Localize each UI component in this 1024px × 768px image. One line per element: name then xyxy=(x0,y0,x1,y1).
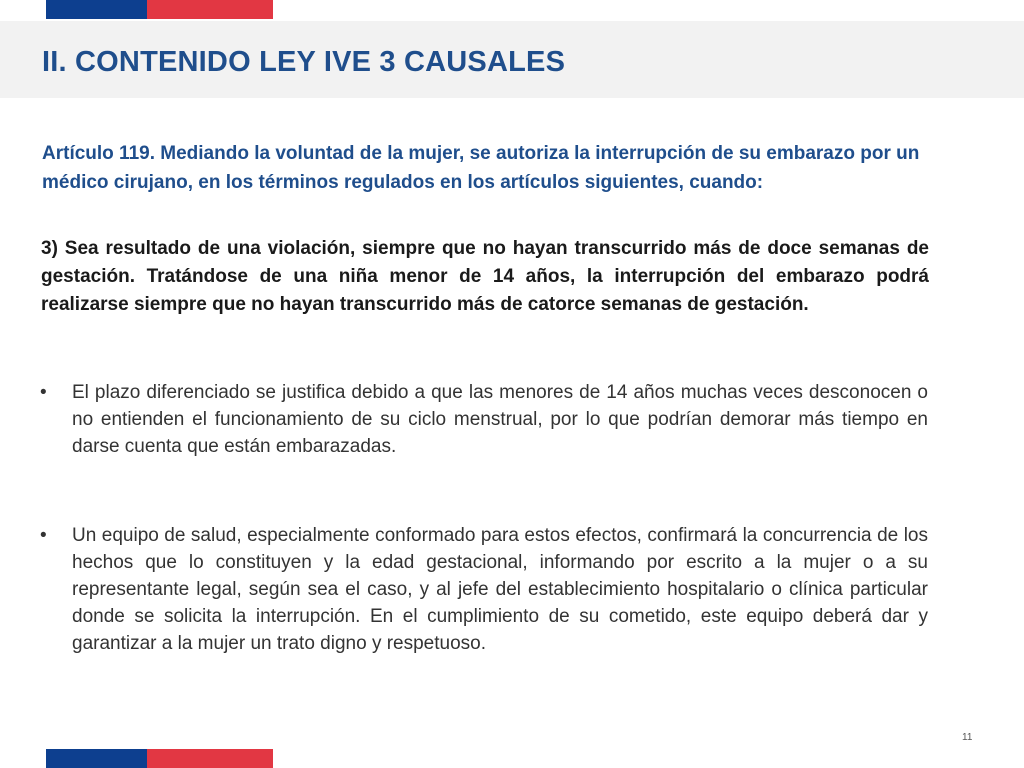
article-text: Artículo 119. Mediando la voluntad de la mujer, se autoriza la interrupción de su embarazo por un médico cirujano, en los términos regulados en los artículos siguientes, cuando: xyxy=(42,143,920,193)
flag-blue-segment xyxy=(46,749,147,768)
bottom-flag-bar xyxy=(46,749,273,768)
cause-text: 3) Sea resultado de una violación, siempre que no hayan transcurrido más de doce semanas de gestación. Tratándose de una niña menor de 14 años, la interrupción del embarazo podrá realizarse siempre que no hayan transcurrido más de catorce semanas de gestación. xyxy=(41,238,929,315)
bullet-text: Un equipo de salud, especialmente conformado para estos efectos, confirmará la concurrencia de los hechos que lo constituyen y la edad gestacional, informando por escrito a la mujer o a su representante legal, según sea el caso, y al jefe del establecimiento hospitalario o clínica particular donde se solicita la interrupción. En el cumplimiento de su cometido, este equipo deberá dar y garantizar a la mujer un trato digno y respetuoso. xyxy=(72,525,928,654)
bullet-text: El plazo diferenciado se justifica debido a que las menores de 14 años muchas veces desconocen o no entienden el funcionamiento de su ciclo menstrual, por lo que podrían demorar más tiempo en darse cuenta que están embarazadas. xyxy=(72,382,928,457)
bullet-icon: • xyxy=(40,525,47,546)
flag-blue-segment xyxy=(46,0,147,19)
bullet-item xyxy=(40,522,930,657)
top-flag-bar xyxy=(46,0,273,19)
flag-red-segment xyxy=(147,0,273,19)
flag-red-segment xyxy=(147,749,273,768)
page-number: 11 xyxy=(962,732,973,743)
bullet-item xyxy=(40,379,930,460)
bullet-icon: • xyxy=(40,382,47,403)
slide-title: II. CONTENIDO LEY IVE 3 CAUSALES xyxy=(42,46,566,78)
